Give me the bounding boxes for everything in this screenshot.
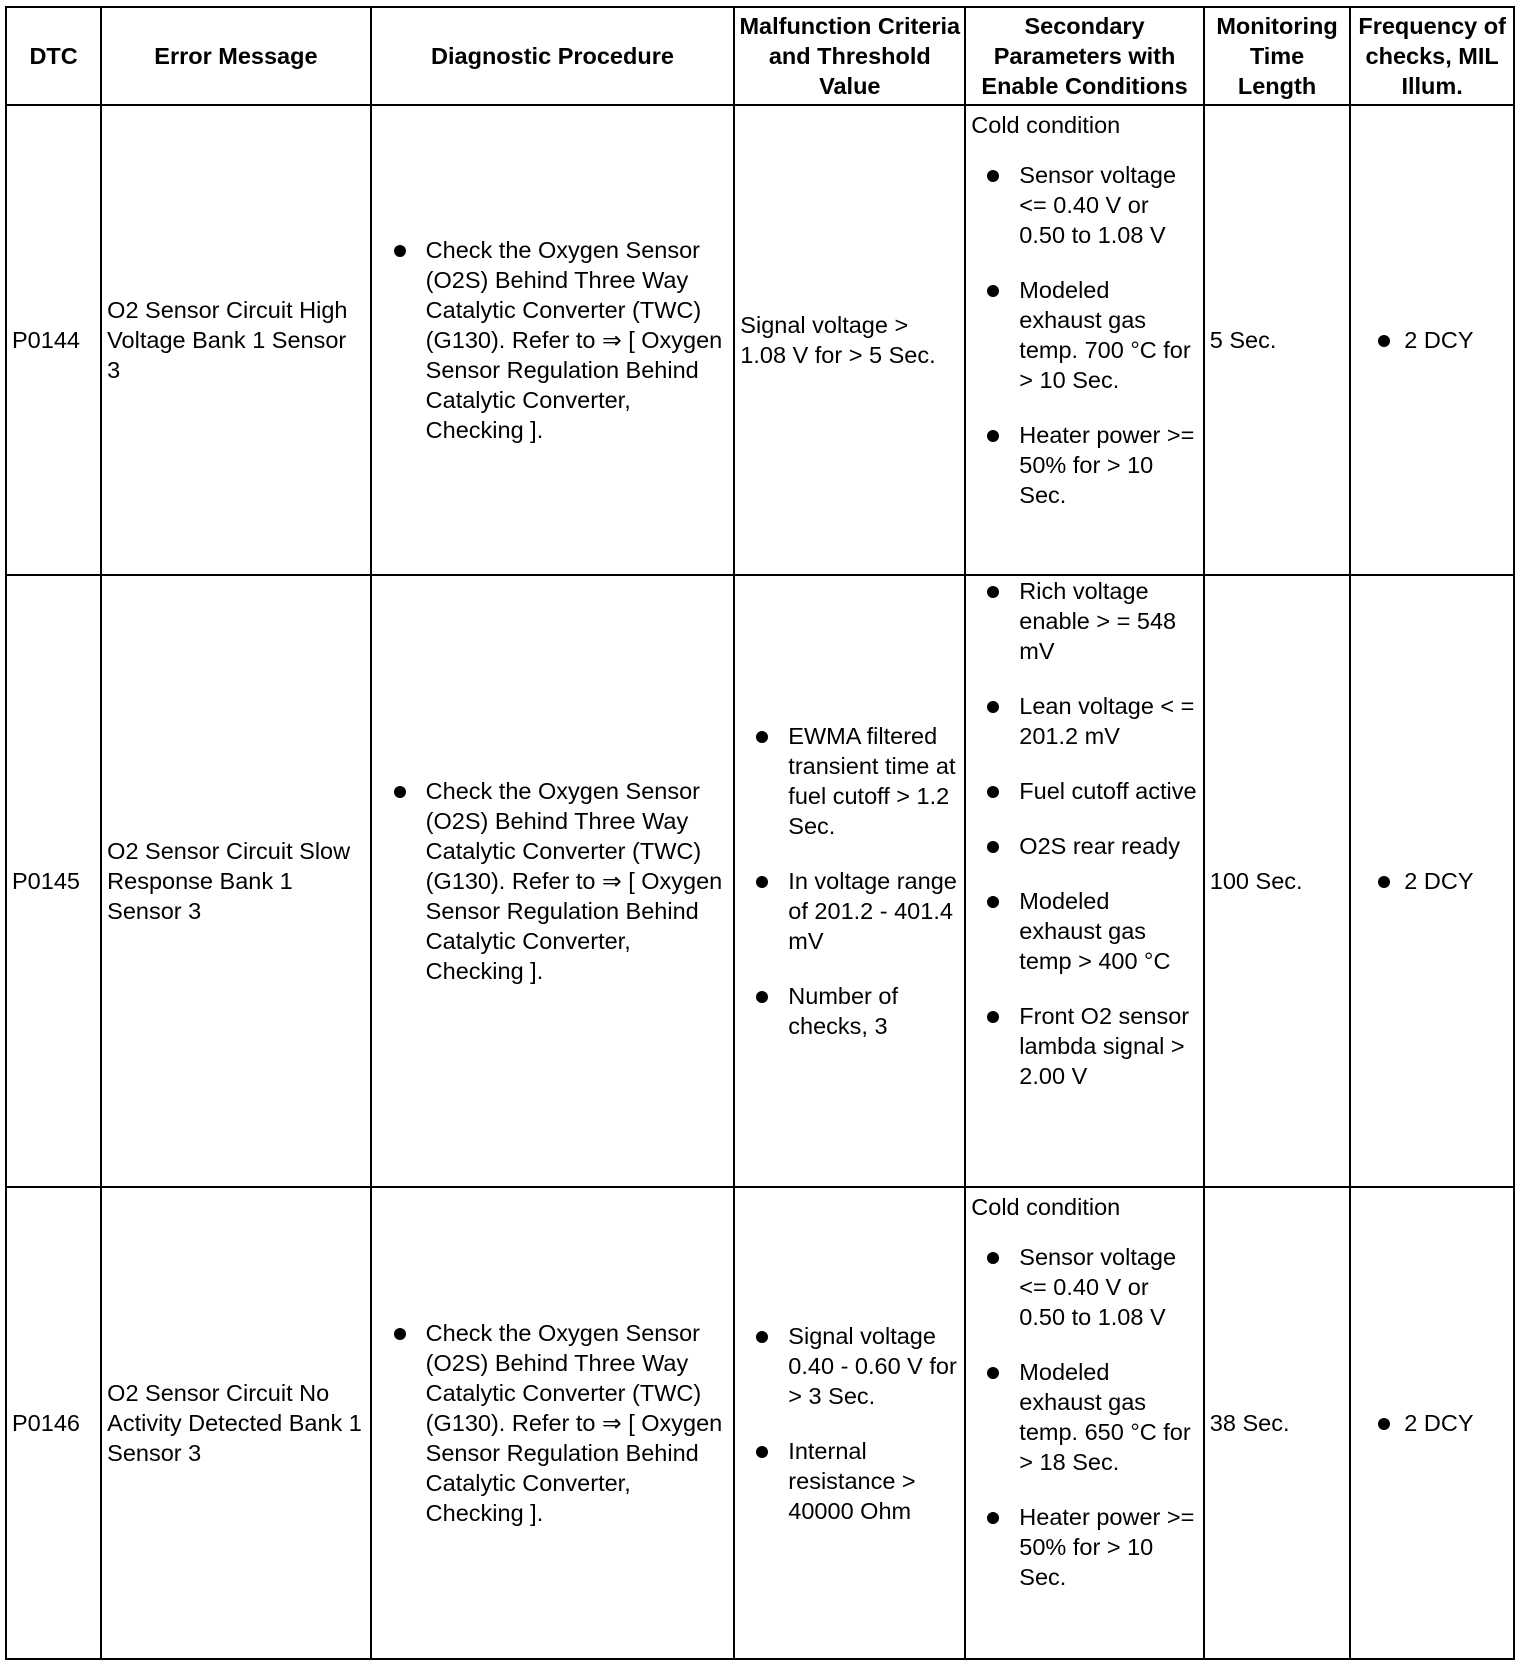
dtc-code: P0144 [6,105,101,575]
criteria-list [740,1321,959,1526]
parameter-item: Modeled exhaust gas temp > 400 °C [971,886,1197,976]
monitoring-time: 5 Sec. [1204,105,1351,575]
table-row [6,1187,1514,1659]
frequency-item: 2 DCY [1356,325,1508,355]
diagnostic-procedure [371,1187,735,1659]
frequency [1350,575,1514,1187]
dtc-code: P0145 [6,575,101,1187]
secondary-parameters [965,105,1203,575]
malfunction-criteria [734,575,965,1187]
frequency [1350,105,1514,575]
criteria-item: EWMA filtered transient time at fuel cutoff > 1.2 Sec. [740,721,959,841]
procedure-item: Check the Oxygen Sensor (O2S) Behind Three Way Catalytic Converter (TWC) (G130). Refer to ⇒ [ Oxygen Sensor Regulation Behind Catalytic Converter, Checking ]. [392,235,728,445]
frequency-list [1356,325,1508,355]
diagnostic-procedure [371,575,735,1187]
monitoring-time: 38 Sec. [1204,1187,1351,1659]
table-row [6,105,1514,575]
malfunction-criteria: Signal voltage > 1.08 V for > 5 Sec. [734,105,965,575]
procedure-item: Check the Oxygen Sensor (O2S) Behind Three Way Catalytic Converter (TWC) (G130). Refer to ⇒ [ Oxygen Sensor Regulation Behind Catalytic Converter, Checking ]. [392,1318,728,1528]
frequency-list [1356,866,1508,896]
criteria-item: Number of checks, 3 [740,981,959,1041]
parameter-item: Fuel cutoff active [971,776,1197,806]
header-diagnostic-procedure: Diagnostic Procedure [371,7,735,105]
error-message: O2 Sensor Circuit Slow Response Bank 1 Sensor 3 [101,575,371,1187]
header-row [6,7,1514,105]
header-malfunction-criteria: Malfunction Criteria and Threshold Value [734,7,965,105]
procedure-list [392,776,728,986]
frequency [1350,1187,1514,1659]
parameter-list [971,1242,1197,1592]
diagnostic-procedure [371,105,735,575]
parameter-item: Rich voltage enable > = 548 mV [971,576,1197,666]
condition-label: Cold condition [971,1194,1121,1220]
table-row [6,575,1514,1187]
error-message: O2 Sensor Circuit High Voltage Bank 1 Sensor 3 [101,105,371,575]
parameter-item: Front O2 sensor lambda signal > 2.00 V [971,1001,1197,1091]
monitoring-time: 100 Sec. [1204,575,1351,1187]
criteria-item: Signal voltage 0.40 - 0.60 V for > 3 Sec. [740,1321,959,1411]
frequency-item: 2 DCY [1356,866,1508,896]
procedure-list [392,235,728,445]
parameter-list [971,576,1197,1091]
parameter-item: O2S rear ready [971,831,1197,861]
criteria-item: In voltage range of 201.2 - 401.4 mV [740,866,959,956]
criteria-item: Internal resistance > 40000 Ohm [740,1436,959,1526]
secondary-parameters [965,1187,1203,1659]
procedure-item: Check the Oxygen Sensor (O2S) Behind Three Way Catalytic Converter (TWC) (G130). Refer to ⇒ [ Oxygen Sensor Regulation Behind Catalytic Converter, Checking ]. [392,776,728,986]
frequency-list [1356,1408,1508,1438]
condition-label: Cold condition [971,112,1121,138]
error-message: O2 Sensor Circuit No Activity Detected Bank 1 Sensor 3 [101,1187,371,1659]
parameter-item: Heater power >= 50% for > 10 Sec. [971,1502,1197,1592]
dtc-table [5,6,1515,1660]
parameter-item: Lean voltage < = 201.2 mV [971,691,1197,751]
header-secondary-parameters: Secondary Parameters with Enable Conditions [965,7,1203,105]
parameter-item: Sensor voltage <= 0.40 V or 0.50 to 1.08 V [971,160,1197,250]
header-dtc: DTC [6,7,101,105]
header-frequency: Frequency of checks, MIL Illum. [1350,7,1514,105]
header-monitoring-time: Monitoring Time Length [1204,7,1351,105]
secondary-parameters [965,575,1203,1187]
parameter-list [971,160,1197,510]
frequency-item: 2 DCY [1356,1408,1508,1438]
procedure-list [392,1318,728,1528]
dtc-code: P0146 [6,1187,101,1659]
parameter-item: Modeled exhaust gas temp. 650 °C for > 18 Sec. [971,1357,1197,1477]
malfunction-criteria [734,1187,965,1659]
criteria-list [740,721,959,1041]
parameter-item: Sensor voltage <= 0.40 V or 0.50 to 1.08 V [971,1242,1197,1332]
parameter-item: Heater power >= 50% for > 10 Sec. [971,420,1197,510]
header-error-message: Error Message [101,7,371,105]
parameter-item: Modeled exhaust gas temp. 700 °C for > 10 Sec. [971,275,1197,395]
